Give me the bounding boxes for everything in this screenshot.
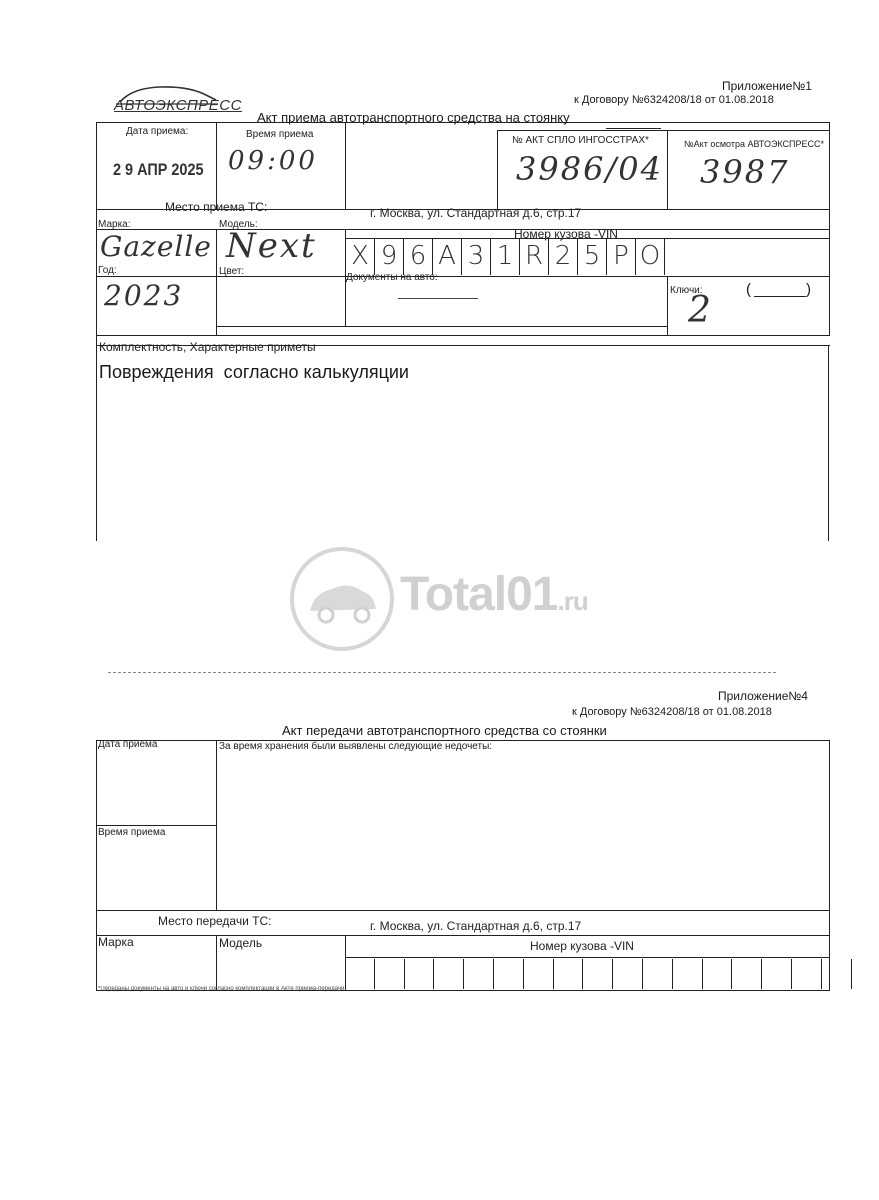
keys-value: 2	[688, 290, 713, 331]
vin-empty-cell	[405, 959, 435, 989]
vin-empty-cell	[554, 959, 584, 989]
transfer-place-value: г. Москва, ул. Стандартная д.6, стр.17	[370, 919, 582, 933]
appendix-1: Приложение№1	[722, 79, 812, 93]
appendix-4: Приложение№4	[718, 689, 808, 703]
vin-label: Номер кузова -VIN	[514, 227, 618, 241]
watermark	[288, 545, 608, 655]
transfer-model-label: Модель	[219, 936, 263, 950]
vin-char-cell: 1	[491, 238, 520, 275]
vin-char-cell: 9	[375, 238, 404, 275]
transfer-vin-grid	[345, 959, 852, 989]
vin-empty-cell	[673, 959, 703, 989]
express-act-number: 3987	[700, 153, 790, 191]
transfer-vin-label: Номер кузова -VIN	[530, 939, 634, 953]
vin-empty-cell	[345, 959, 375, 989]
vin-char-cell: R	[520, 238, 549, 275]
vin-empty-cell	[524, 959, 554, 989]
footnote: *Переданы документы на авто и ключи согласно комплектации в Акте приема-передачи	[98, 986, 345, 992]
docs-dash	[398, 298, 478, 299]
transfer-date-label: Дата приема	[98, 739, 158, 750]
vin-char-cell: 3	[462, 238, 491, 275]
transfer-time-label: Время приема	[98, 827, 166, 838]
year-value: 2023	[104, 279, 184, 312]
model-label: Модель:	[219, 219, 258, 230]
keys-label: Ключи:	[670, 285, 703, 296]
vin-empty-cell	[583, 959, 613, 989]
docs-label: Документы на авто:	[346, 272, 438, 283]
ingos-act-label: № АКТ СПЛО ИНГОССТРАХ*	[512, 135, 649, 146]
vin-empty-cell	[434, 959, 464, 989]
place-value: г. Москва, ул. Стандартная д.6, стр.17	[370, 206, 582, 220]
transfer-place-label: Место передачи ТС:	[158, 914, 272, 928]
vin-char-cell: A	[433, 238, 462, 275]
vin-empty-cell	[494, 959, 524, 989]
time-value: 09:00	[228, 146, 318, 176]
vin-empty-cell	[643, 959, 673, 989]
vin-char-cell: O	[636, 238, 665, 275]
vin-empty-cell	[732, 959, 762, 989]
color-label: Цвет:	[219, 266, 245, 277]
vin-grid	[346, 238, 665, 275]
vin-char-cell: 5	[578, 238, 607, 275]
watermark-car-icon	[288, 545, 396, 653]
contract-ref-4: к Договору №6324208/18 от 01.08.2018	[572, 706, 772, 718]
vin-empty-cell	[822, 959, 852, 989]
vin-empty-cell	[762, 959, 792, 989]
brand-value: Gazelle	[100, 230, 212, 263]
vin-empty-cell	[464, 959, 494, 989]
vin-char-cell: 6	[404, 238, 433, 275]
form-title-1: Акт приема автотранспортного средства на стоянку	[257, 110, 570, 125]
keys-bracket: (	[746, 281, 751, 298]
damage-text: Повреждения согласно калькуляции	[99, 362, 409, 382]
complete-label: Комплектность, Характерные приметы	[99, 340, 316, 354]
defects-label: За время хранения были выявлены следующие недочеты:	[219, 741, 493, 752]
watermark-text: Total01.ru	[400, 568, 588, 621]
vin-empty-cell	[792, 959, 822, 989]
vin-char-cell: X	[346, 238, 375, 275]
logo-text: АВТОЭКСПРЕСС	[114, 97, 242, 114]
vin-empty-cell	[703, 959, 733, 989]
place-label: Место приема ТС:	[165, 200, 268, 214]
vin-char-cell: P	[607, 238, 636, 275]
vin-empty-cell	[375, 959, 405, 989]
cut-line	[108, 672, 776, 673]
express-act-label: №Акт осмотра АВТОЭКСПРЕСС*	[684, 139, 825, 149]
brand-label: Марка:	[98, 219, 131, 230]
transfer-brand-label: Марка	[98, 935, 134, 949]
time-label: Время приема	[246, 129, 314, 140]
contract-ref-1: к Договору №6324208/18 от 01.08.2018	[574, 94, 774, 106]
year-label: Год:	[98, 265, 117, 276]
vin-empty-cell	[613, 959, 643, 989]
ingos-act-number: 3986/04	[516, 150, 663, 188]
date-stamp: 2 9 АПР 2025	[113, 160, 204, 179]
form-title-4: Акт передачи автотранспортного средства со стоянки	[282, 723, 607, 738]
vin-char-cell: 2	[549, 238, 578, 275]
date-label: Дата приема:	[126, 126, 189, 137]
company-logo	[112, 82, 242, 122]
model-value: Next	[226, 226, 317, 266]
